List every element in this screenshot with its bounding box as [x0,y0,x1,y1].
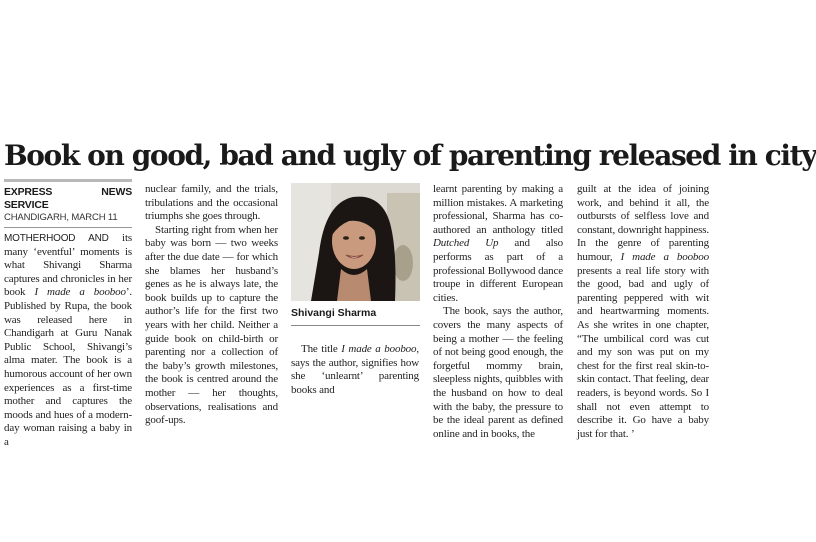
author-photo [291,183,420,301]
paragraph-text: presents a real life story with the good, bad and ugly of parenting peppered with wit and heartwarming moments. As she writes in one chapter, “The umbilical cord was cut and my son was put on my chest for the first real skin-to-skin contact. That feeling, dear readers, is beyond words. So I shall not even attempt to describe it. Go have a baby just for that. ’ [577,264,709,440]
byline: EXPRESS NEWS SERVICE [4,186,132,211]
paragraph: nuclear family, and the trials, tribulations and the occasional triumphs she goes through. [145,183,278,223]
anthology-title: Dutched Up [433,237,499,250]
headline: Book on good, bad and ugly of parenting released in city [4,139,816,172]
author-portrait-image [291,183,420,301]
paragraph [291,343,419,397]
book-title: I made a booboo [620,250,709,263]
dateline-rule [4,227,132,228]
lead-caps: MOTHERHOOD AND [4,233,109,244]
paragraph: Starting right from when her baby was born — two weeks after the due date — for which she blames her husband’s genes as he is always late, the book builds up to capture the author’s life for the first two years with her child. Neither a guide book on child-birth or parenting nor a collection of the baby’s growth milestones, the book is centred around the mother — her thoughts, observations, realisations and goof-ups. [145,223,278,427]
paragraph-text: and also performs as part of a professional Bollywood dance troupe in different European cities. [433,237,563,304]
paragraph: The book, says the author, covers the many aspects of being a mother — the feeling of not being good enough, the forgetful mommy brain, sleepless nights, quibbles with the husband on how to deal with the baby, the pressure to be the ideal parent as defined online and in books, the [433,305,563,440]
article-column-3 [291,343,419,397]
article-column-1 [4,179,132,450]
paragraph [433,183,563,305]
paragraph-text: , says the author, signifies how she ‘unlearnt’ parenting books and [291,343,419,396]
book-title: I made a booboo [341,343,417,355]
article-column-5 [577,183,709,441]
byline-rule [4,179,132,182]
paragraph [577,183,709,441]
paragraph-text: guilt at the idea of joining work, and behind it all, the outbursts of selfless love and constant, downright happiness. In the genre of parenting humour, [577,183,709,263]
article-column-2 [145,183,278,428]
paragraph-text: ’. Published by Rupa, the book was released here in Chandigarh at Guru Nanak Public School, Shivangi’s alma mater. The book is a humorous account of her own experiences as a first-time mother and captures the moods and hues of a modern-day woman raising a baby in a [4,286,132,448]
paragraph-text: The title [301,343,342,355]
paragraph [4,232,132,450]
caption-rule [291,325,420,326]
paragraph-text: learnt parenting by making a million mistakes. A marketing professional, Sharma has co-authored an anthology titled [433,183,563,236]
dateline: CHANDIGARH, MARCH 11 [4,212,118,223]
article-column-4 [433,183,563,441]
paragraph-text: its many ‘eventful’ moments is what Shivangi Sharma captures and chronicles in her book [4,232,133,299]
photo-caption: Shivangi Sharma [291,307,377,319]
book-title: I made a booboo [34,286,126,299]
